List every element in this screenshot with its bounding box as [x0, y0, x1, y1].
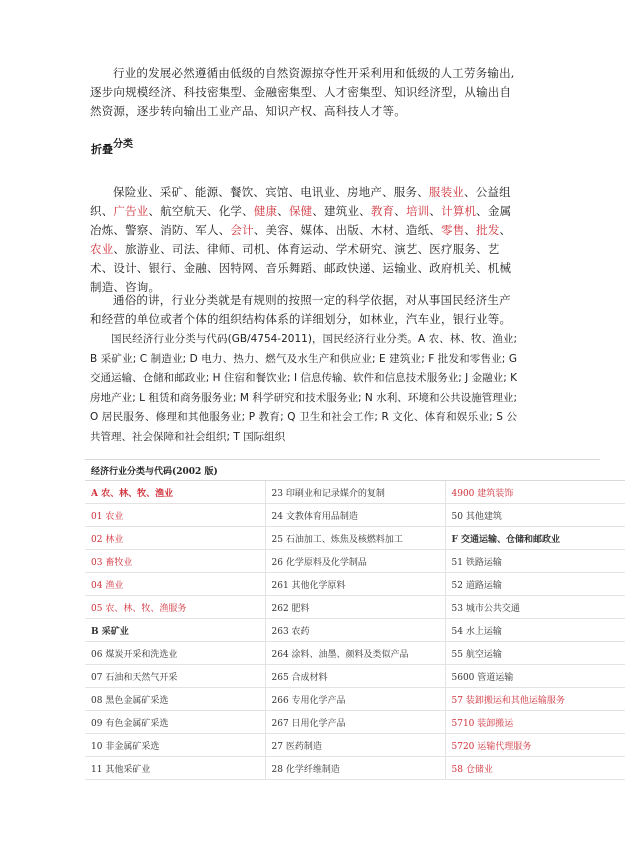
table-cell: 23 印刷业和记录媒介的复制	[265, 481, 445, 504]
highlighted-industry: 教育	[370, 204, 395, 218]
industry-text: 、航空航天、化学、	[148, 204, 254, 218]
table-row	[85, 665, 625, 688]
highlighted-industry: 零售	[441, 223, 465, 237]
industry-text: 、旅游业、司法、律师、司机、体育运动、学术研究、演艺、医疗服务、艺术、设计、银行、金融、因特网、音乐舞蹈、邮政快递、运输业、政府机关、机械制造、咨询。	[90, 242, 512, 294]
industry-text: 、公益组织、	[90, 185, 511, 218]
table-cell: 53 城市公共交通	[445, 596, 625, 619]
highlighted-industry: 批发	[476, 223, 500, 237]
table-cell: 05 农、林、牧、渔服务	[85, 596, 265, 619]
table-cell: 54 水上运输	[445, 619, 625, 642]
table-row	[85, 734, 625, 757]
table-cell: 266 专用化学产品	[265, 688, 445, 711]
table-cell: 11 其他采矿业	[85, 757, 265, 780]
table-cell: 263 农药	[265, 619, 445, 642]
industry-code-table	[85, 459, 600, 775]
highlighted-industry: 广告业	[113, 204, 149, 218]
table-row	[85, 619, 625, 642]
table-row	[85, 642, 625, 665]
highlighted-industry: 保健	[288, 204, 313, 218]
table-cell: 50 其他建筑	[445, 504, 625, 527]
industry-list-paragraph	[90, 183, 515, 297]
table-cell: 5600 管道运输	[445, 665, 625, 688]
table-cell: 264 涂料、油墨、颜料及类似产品	[265, 642, 445, 665]
table-cell: F 交通运输、仓储和邮政业	[445, 527, 625, 550]
table-row	[85, 688, 625, 711]
table-cell: 09 有色金属矿采选	[85, 711, 265, 734]
table-caption-row	[85, 460, 625, 481]
table-row	[85, 757, 625, 780]
table-cell: A 农、林、牧、渔业	[85, 481, 265, 504]
industry-text: 、	[277, 204, 289, 218]
highlighted-industry: 服装业	[428, 185, 465, 199]
industry-text: 、建筑业、	[312, 204, 371, 218]
heading-main: 折叠	[91, 143, 113, 156]
table-cell: 52 道路运输	[445, 573, 625, 596]
table-caption: 经济行业分类与代码(2002 版)	[85, 460, 625, 481]
table-row	[85, 527, 625, 550]
table-row	[85, 481, 625, 504]
table-row	[85, 596, 625, 619]
intro-paragraph: 行业的发展必然遵循由低级的自然资源掠夺性开采利用和低级的人工劳务输出,逐步向规模经济、科技密集型、金融密集型、人才密集型、知识经济型，从输出自然资源，逐步转向输出工业产品、知识产权、高科技人才等。	[90, 66, 515, 118]
table-cell: 261 其他化学原料	[265, 573, 445, 596]
table-cell: 5710 装卸搬运	[445, 711, 625, 734]
industry-text: 保险业、采矿、能源、餐饮、宾馆、电讯业、房地产、服务、	[113, 185, 429, 199]
table-cell: 5720 运输代理服务	[445, 734, 625, 757]
table-row	[85, 504, 625, 527]
table-cell: 04 渔业	[85, 573, 265, 596]
table-cell: 51 铁路运输	[445, 550, 625, 573]
table-cell: 57 装卸搬运和其他运输服务	[445, 688, 625, 711]
table-cell: B 采矿业	[85, 619, 265, 642]
table-cell: 4900 建筑装饰	[445, 481, 625, 504]
table-cell: 06 煤炭开采和洗选业	[85, 642, 265, 665]
table-cell: 26 化学原料及化学制品	[265, 550, 445, 573]
table-cell: 02 林业	[85, 527, 265, 550]
table-row	[85, 550, 625, 573]
table-cell: 267 日用化学产品	[265, 711, 445, 734]
definition-paragraph: 通俗的讲，行业分类就是有规则的按照一定的科学依据，对从事国民经济生产和经营的单位或者个体的组织结构体系的详细划分，如林业，汽车业，银行业等。	[90, 293, 512, 326]
table-cell: 58 仓储业	[445, 757, 625, 780]
table-cell: 55 航空运输	[445, 642, 625, 665]
table-cell: 10 非金属矿采选	[85, 734, 265, 757]
table-row	[85, 711, 625, 734]
industry-text: 、美容、媒体、出版、木材、造纸、	[253, 223, 442, 237]
industry-text: 、	[499, 223, 512, 237]
industry-text: 、金属冶炼、警察、消防、军人、	[90, 204, 512, 237]
table-cell: 07 石油和天然气开采	[85, 665, 265, 688]
heading-sup: 分类	[113, 139, 133, 150]
highlighted-industry: 计算机	[441, 204, 477, 218]
highlighted-industry: 农业	[90, 242, 114, 256]
table-cell: 08 黑色金属矿采选	[85, 688, 265, 711]
table-cell: 262 肥料	[265, 596, 445, 619]
table-cell: 03 畜牧业	[85, 550, 265, 573]
table-cell: 27 医药制造	[265, 734, 445, 757]
table-row	[85, 573, 625, 596]
table-cell: 24 文教体育用品制造	[265, 504, 445, 527]
table-cell: 01 农业	[85, 504, 265, 527]
highlighted-industry: 培训	[405, 204, 430, 218]
industry-text: 、	[394, 204, 406, 218]
industry-text: 、	[429, 204, 442, 218]
highlighted-industry: 会计	[230, 223, 254, 237]
table-cell: 25 石油加工、炼焦及核燃料加工	[265, 527, 445, 550]
table-cell: 28 化学纤维制造	[265, 757, 445, 780]
section-heading	[91, 141, 133, 157]
classification-paragraph: 国民经济行业分类与代码(GB/4754-2011)，国民经济行业分类。A 农、林、牧、渔业; B 采矿业; C 制造业; D 电力、热力、燃气及水生产和供应业; E 建筑业; F 批发和零售业; G 交通运输、仓储和邮政业; H 住宿和餐饮业; I 信息传输、软件和信息技术服务业; J 金融业; K 房地产业; L 租赁和商务服务业; M 科学研究和技术服务业; N 水利、环境和公共设施管理业; O 居民服务、修理和其他服务业; P 教育; Q 卫生和社会工作; R 文化、体育和娱乐业; S 公共管理、社会保障和社会组织; T 国际组织	[90, 333, 517, 443]
industry-text: 、	[464, 223, 477, 237]
highlighted-industry: 健康	[253, 204, 278, 218]
table-cell: 265 合成材料	[265, 665, 445, 688]
